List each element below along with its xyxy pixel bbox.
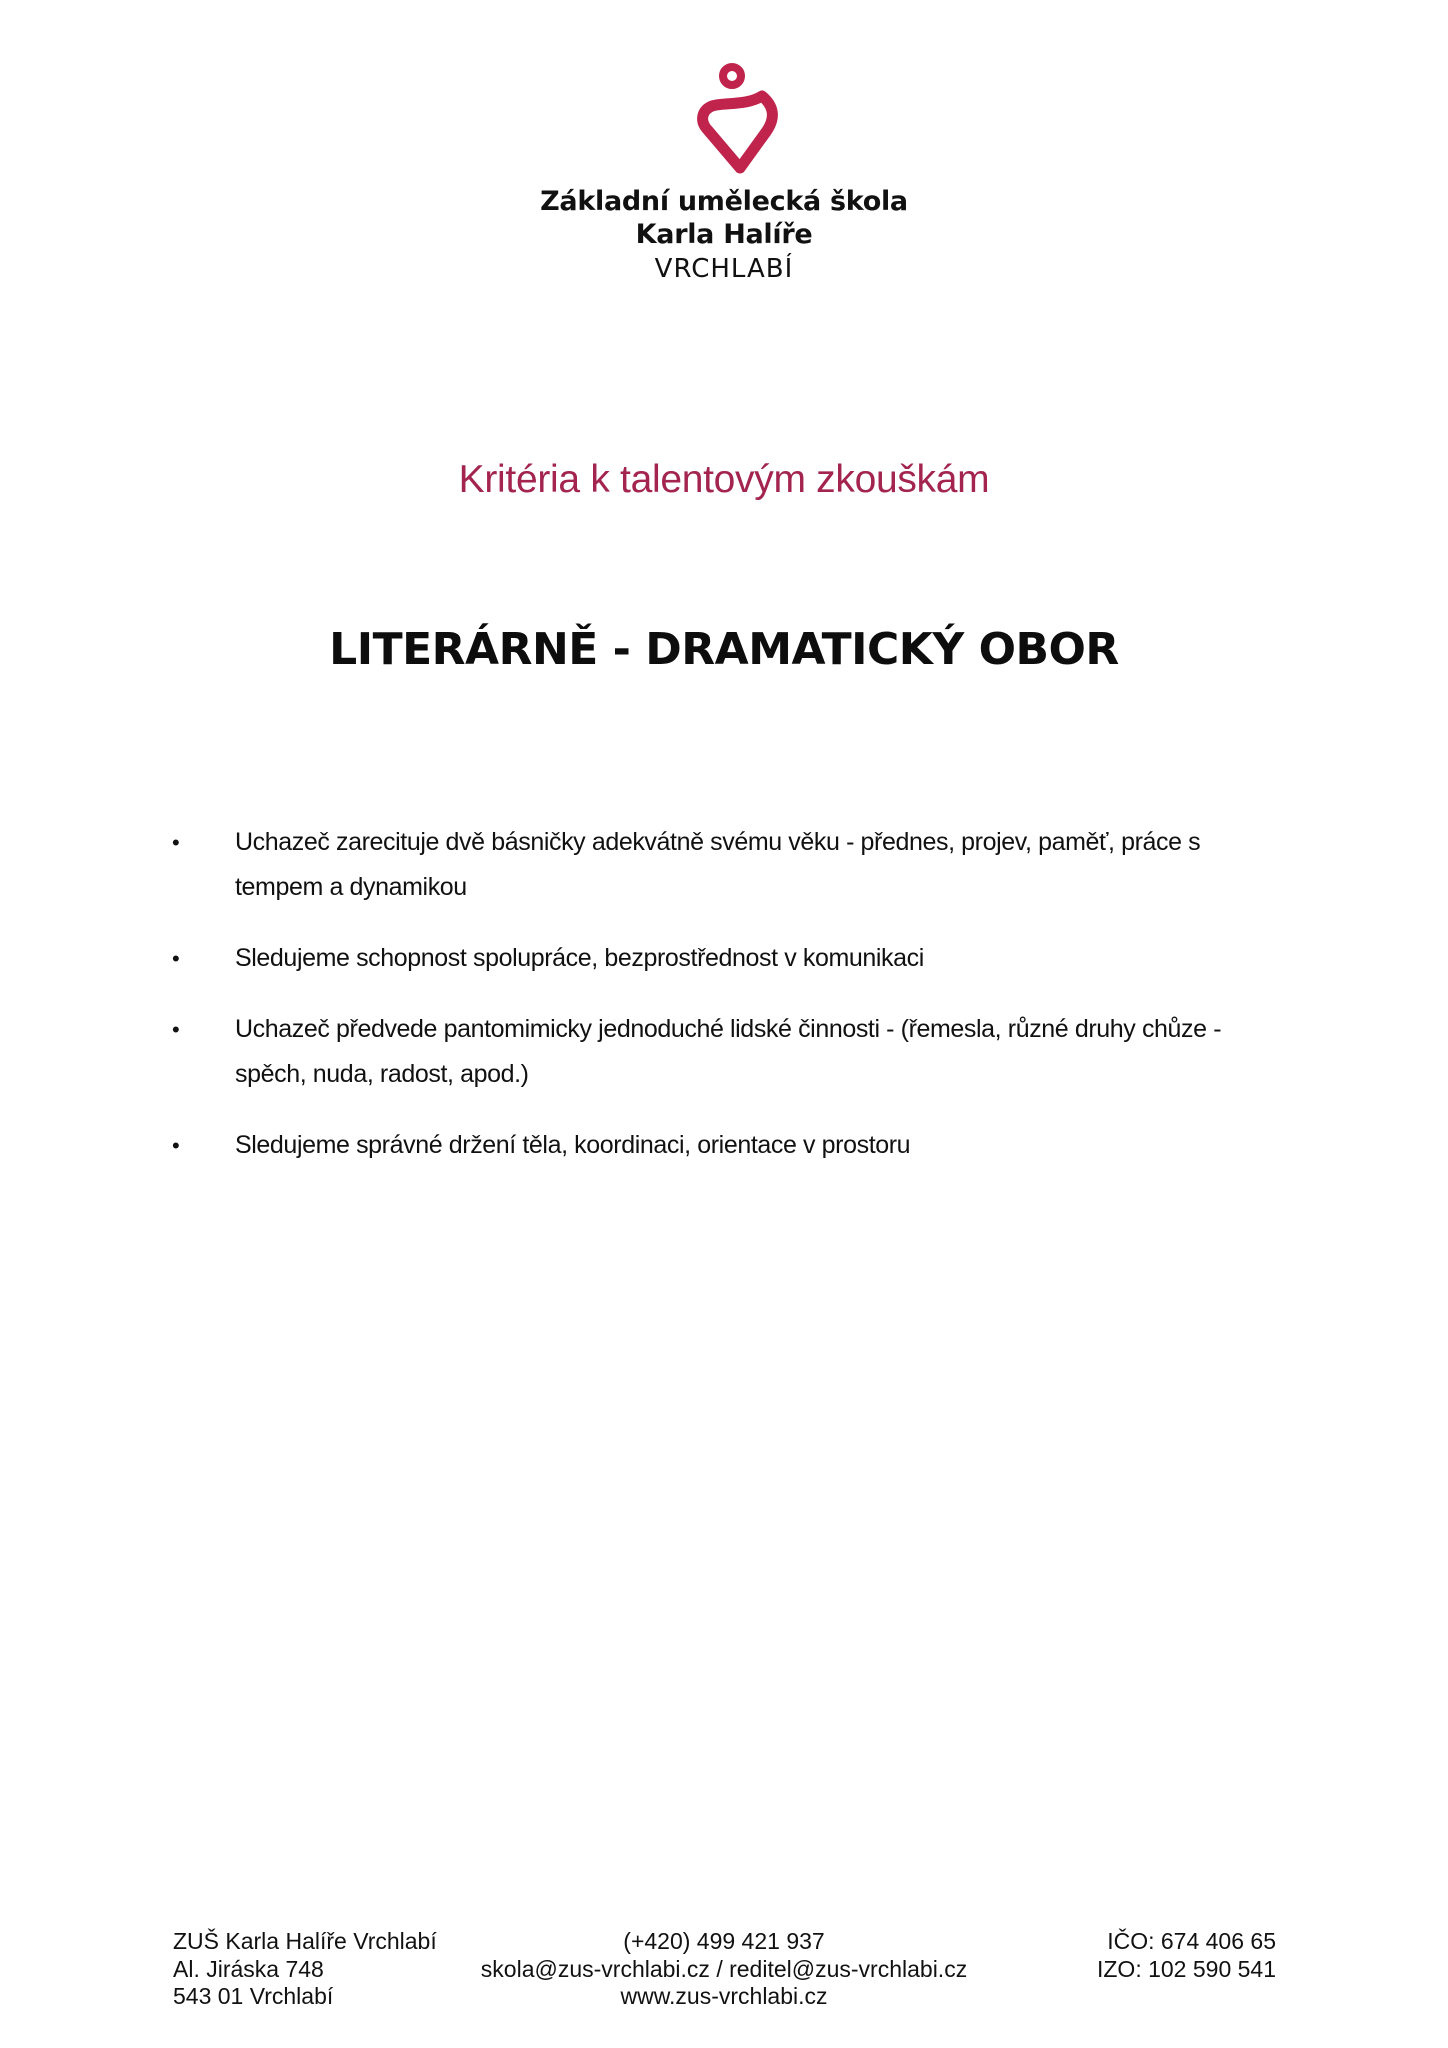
school-name-line1: Základní umělecká škola (540, 186, 908, 217)
footer-city: 543 01 Vrchlabí (173, 1983, 334, 2009)
footer-emails: skola@zus-vrchlabi.cz / reditel@zus-vrchlabi.cz (480, 1955, 968, 1982)
footer-ico: IČO: 674 406 65 (1107, 1928, 1276, 1954)
bullet-icon: • (172, 1133, 180, 1158)
footer-street: Al. Jiráska 748 (173, 1955, 324, 1982)
list-item (170, 820, 1290, 910)
footer-phone: (+420) 499 421 937 (623, 1928, 825, 1954)
list-item (170, 936, 1290, 981)
criteria-list (170, 820, 1290, 1194)
criterion-text: Sledujeme správné držení těla, koordinaci, orientace v prostoru (235, 1131, 911, 1159)
footer-izo: IZO: 102 590 541 (1096, 1955, 1276, 1982)
criterion-text: Sledujeme schopnost spolupráce, bezprostřednost v komunikaci (235, 944, 924, 972)
bullet-icon: • (172, 946, 180, 971)
footer-website: www.zus-vrchlabi.cz (620, 1983, 828, 2009)
bullet-icon: • (172, 830, 180, 855)
school-name-line2: Karla Halíře (635, 219, 813, 250)
document-subtitle: Kritéria k talentovým zkouškám (458, 458, 990, 501)
footer-identifiers (1097, 1928, 1276, 1983)
school-logo-icon (694, 62, 782, 176)
criterion-text: Uchazeč zarecituje dvě básničky adekvátně svému věku - přednes, projev, paměť, práce s tempem a dynamikou (235, 828, 1201, 901)
list-item (170, 1123, 1290, 1168)
footer-contacts (424, 1928, 1024, 2011)
document-title: LITERÁRNĚ - DRAMATICKÝ OBOR (329, 624, 1119, 675)
criterion-text: Uchazeč předvede pantomimicky jednoduché lidské činnosti - (řemesla, různé druhy chůze - spěch, nuda, radost, apod.) (235, 1015, 1222, 1088)
footer-address (173, 1928, 437, 2011)
footer-school-name: ZUŠ Karla Halíře Vrchlabí (173, 1928, 437, 1954)
list-item (170, 1007, 1290, 1097)
bullet-icon: • (172, 1017, 180, 1042)
school-town: VRCHLABÍ (654, 254, 794, 284)
